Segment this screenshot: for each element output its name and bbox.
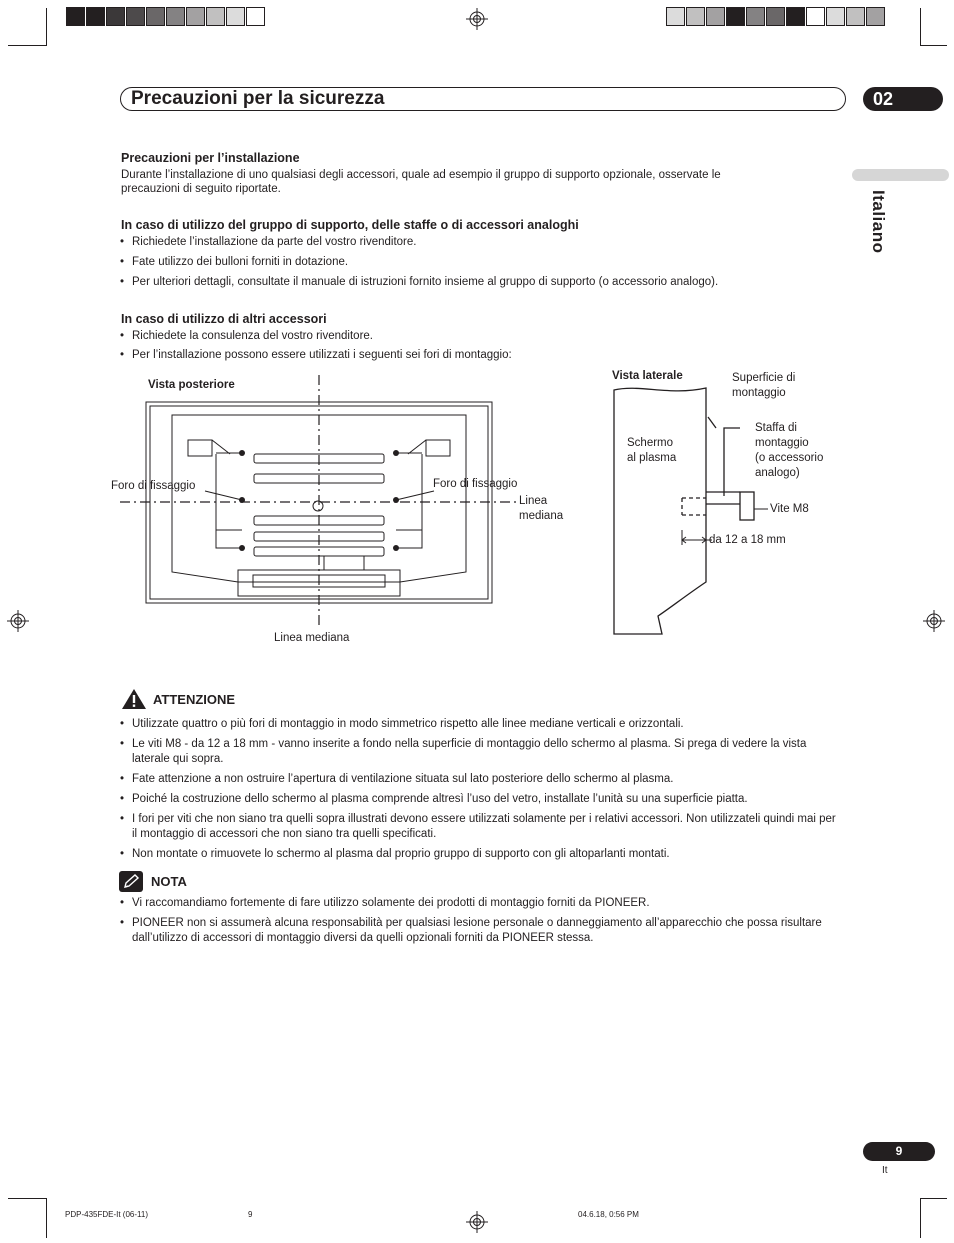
- list-item: • Le viti M8 - da 12 a 18 mm - vanno inserite a fondo nella superficie di montaggio dello schermo al plasma. Si prega di vedere la vista laterale qui sopra.: [118, 737, 838, 767]
- depth-label: da 12 a 18 mm: [709, 534, 786, 546]
- rear-view-title: Vista posteriore: [148, 379, 235, 391]
- list-item: • I fori per viti che non siano tra quelli sopra illustrati devono essere utilizzati solamente per i relativi accessori. Non utilizzateli quindi mai per il montaggio di accessori che non siano tra quelli specificati.: [118, 812, 838, 842]
- color-swatch: [826, 7, 845, 26]
- color-swatch: [226, 7, 245, 26]
- stand-heading: In caso di utilizzo del gruppo di supporto, delle staffe o di accessori analoghi: [121, 218, 579, 232]
- list-item: • Vi raccomandiamo fortemente di fare utilizzo solamente dei prodotti di montaggio forniti da PIONEER.: [118, 896, 838, 911]
- color-swatch: [786, 7, 805, 26]
- warning-icon: [121, 688, 147, 710]
- page-title: Precauzioni per la sicurezza: [120, 87, 846, 111]
- color-swatch: [126, 7, 145, 26]
- color-swatch: [106, 7, 125, 26]
- installation-text-line: precauzioni di seguito riportate.: [121, 183, 281, 195]
- label-line: al plasma: [627, 452, 677, 464]
- hole-label-right: Foro di fissaggio: [433, 478, 518, 490]
- other-accessories-list: [118, 329, 838, 363]
- color-swatch: [666, 7, 685, 26]
- label-line: analogo): [755, 467, 800, 479]
- list-item: • Richiedete l’installazione da parte del vostro rivenditore.: [118, 235, 838, 250]
- bracket-label: [755, 421, 823, 481]
- note-list: [118, 896, 838, 946]
- label-line: montaggio: [755, 437, 809, 449]
- list-item: • Non montate o rimuovete lo schermo al plasma dal proprio gruppo di supporto con gli altoparlanti montati.: [118, 847, 838, 862]
- list-item: • Fate attenzione a non ostruire l’apertura di ventilazione situata sul lato posteriore dello schermo al plasma.: [118, 772, 838, 787]
- caution-title: ATTENZIONE: [153, 692, 236, 707]
- page-language: It: [882, 1165, 888, 1176]
- color-swatch: [866, 7, 885, 26]
- installation-text-line: Durante l’installazione di uno qualsiasi degli accessori, quale ad esempio il gruppo di supporto opzionale, osservate le: [121, 169, 721, 181]
- footer-date: 04.6.18, 0:56 PM: [578, 1210, 639, 1219]
- list-item: • Richiedete la consulenza del vostro rivenditore.: [118, 329, 838, 344]
- hole-label-left: Foro di fissaggio: [111, 480, 196, 492]
- side-view-diagram: [600, 370, 770, 638]
- screen-label: [627, 436, 676, 466]
- label-line: Superficie di: [732, 372, 796, 384]
- language-label: Italiano: [869, 190, 888, 254]
- installation-heading: Precauzioni per l’installazione: [121, 151, 300, 165]
- list-item: • Per l’installazione possono essere utilizzati i seguenti sei fori di montaggio:: [118, 348, 838, 363]
- color-swatch: [66, 7, 85, 26]
- other-accessories-heading: In caso di utilizzo di altri accessori: [121, 312, 327, 326]
- screw-label: Vite M8: [770, 503, 809, 515]
- color-swatch: [186, 7, 205, 26]
- page-number: 9: [863, 1142, 935, 1161]
- color-swatch: [686, 7, 705, 26]
- caution-list: [118, 717, 838, 862]
- list-item: • PIONEER non si assumerà alcuna responsabilità per qualsiasi lesione personale o danneggiamento all’apparecchio che possa risultare dall’utilizzo di accessori di montaggio diversi da quelli opzionali forniti da PIONEER stessa.: [118, 916, 838, 946]
- color-swatch: [846, 7, 865, 26]
- list-item: • Poiché la costruzione dello schermo al plasma comprende altresì l’uso del vetro, installate l’unità su una superficie piatta.: [118, 792, 838, 807]
- surface-label: [732, 371, 795, 401]
- list-item: • Per ulteriori dettagli, consultate il manuale di istruzioni fornito insieme al gruppo di supporto (o accessorio analogo).: [118, 275, 838, 290]
- language-tab-bar: [852, 169, 949, 181]
- color-swatch: [246, 7, 265, 26]
- color-swatch: [146, 7, 165, 26]
- footer-file: PDP-435FDE-It (06-11): [65, 1210, 148, 1219]
- list-item: • Utilizzate quattro o più fori di montaggio in modo simmetrico rispetto alle linee mediane verticali e orizzontali.: [118, 717, 838, 732]
- list-item: • Fate utilizzo dei bulloni forniti in dotazione.: [118, 255, 838, 270]
- label-line: montaggio: [732, 387, 786, 399]
- label-line: Staffa di: [755, 422, 797, 434]
- vertical-center-line-label: Linea mediana: [274, 632, 350, 644]
- label-line: Schermo: [627, 437, 674, 449]
- color-swatch: [726, 7, 745, 26]
- label-line: Linea: [519, 495, 548, 507]
- side-view-title: Vista laterale: [612, 370, 683, 382]
- color-swatch: [206, 7, 225, 26]
- color-bar-left: [66, 7, 266, 26]
- color-bar-right: [666, 7, 886, 26]
- label-line: mediana: [519, 510, 564, 522]
- label-line: (o accessorio: [755, 452, 824, 464]
- footer-page: 9: [248, 1210, 253, 1219]
- color-swatch: [86, 7, 105, 26]
- color-swatch: [746, 7, 765, 26]
- stand-list: [118, 235, 838, 290]
- rear-view-diagram: [100, 370, 540, 630]
- note-pencil-icon: [119, 871, 143, 892]
- horizontal-center-line-label: [519, 494, 563, 524]
- color-swatch: [166, 7, 185, 26]
- chapter-number: 02: [863, 87, 943, 111]
- color-swatch: [806, 7, 825, 26]
- installation-text: [121, 168, 811, 196]
- color-swatch: [706, 7, 725, 26]
- note-title: NOTA: [151, 874, 187, 889]
- color-swatch: [766, 7, 785, 26]
